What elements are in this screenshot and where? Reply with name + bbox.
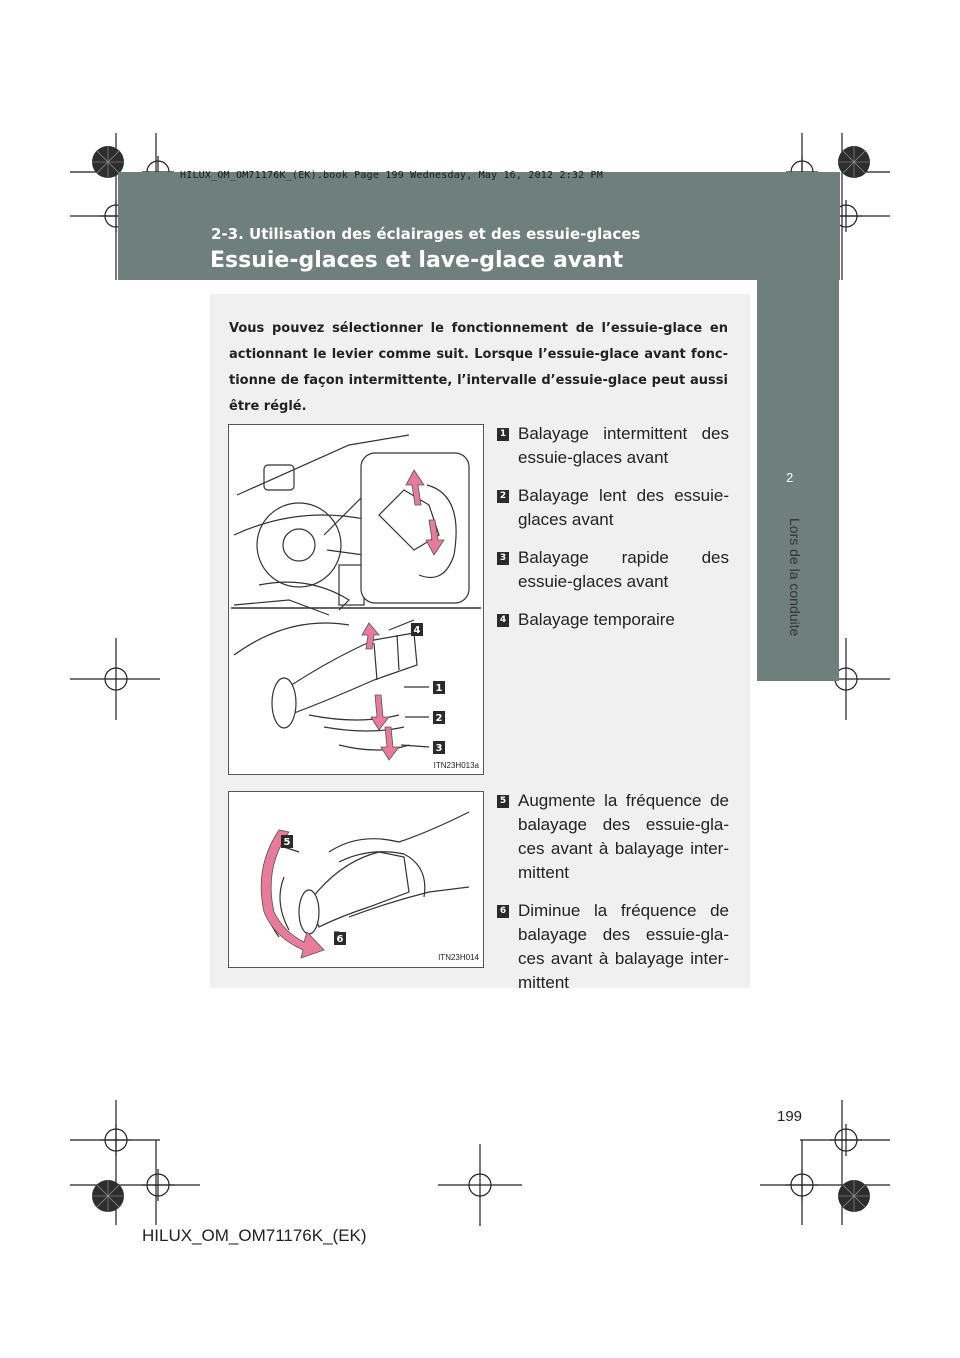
item-number-badge: 5 (497, 795, 509, 808)
item-text: Diminue la fréquence de balayage des essuie-gla-ces avant à balayage inter-mittent (518, 901, 729, 992)
callout-5: 5 (283, 837, 291, 848)
item-number-badge: 4 (497, 614, 509, 627)
callout-4: 4 (413, 625, 421, 636)
list-item (497, 422, 729, 470)
chapter-number: 2 (786, 470, 794, 485)
callout-1: 1 (435, 683, 443, 694)
item-number-badge: 2 (497, 490, 509, 503)
wiper-modes-list (497, 422, 729, 646)
wiper-interval-figure (228, 791, 484, 968)
chapter-title: Lors de la conduite (787, 518, 803, 637)
list-item (497, 484, 729, 532)
callout-3: 3 (435, 743, 443, 754)
figure-code: ITN23H013a (433, 761, 479, 770)
item-text: Balayage temporaire (518, 610, 675, 629)
wiper-lever-illustration (229, 425, 483, 774)
wiper-interval-illustration (229, 792, 483, 967)
footer-code: HILUX_OM_OM71176K_(EK) (142, 1226, 367, 1245)
section-label: 2-3. Utilisation des éclairages et des essuie-glaces (211, 225, 641, 243)
intro-paragraph: Vous pouvez sélectionner le fonctionnement de l’essuie-glace en actionnant le levier comme suit. Lorsque l’essuie-glace avant fonc-tionne de façon intermittente, l’intervalle d’essuie-glace peut aussi être réglé. (229, 321, 728, 414)
item-text: Balayage intermittent des essuie-glaces avant (518, 424, 729, 467)
wiper-lever-figure (228, 424, 484, 775)
item-text: Balayage rapide des essuie-glaces avant (518, 548, 729, 591)
list-item (497, 899, 729, 995)
list-item (497, 608, 729, 632)
item-number-badge: 1 (497, 428, 509, 441)
item-number-badge: 6 (497, 905, 509, 918)
callout-6: 6 (336, 934, 344, 945)
callout-2: 2 (435, 713, 443, 724)
print-file-info: HILUX_OM_OM71176K_(EK).book Page 199 Wednesday, May 16, 2012 2:32 PM (180, 170, 603, 181)
wiper-interval-list (497, 789, 729, 1009)
list-item (497, 546, 729, 594)
callout-badges (411, 623, 445, 754)
item-text: Augmente la fréquence de balayage des essuie-gla-ces avant à balayage inter-mittent (518, 791, 729, 882)
figure-code: ITN23H014 (438, 953, 479, 962)
item-number-badge: 3 (497, 552, 509, 565)
item-text: Balayage lent des essuie-glaces avant (518, 486, 729, 529)
page-title: Essuie-glaces et lave-glace avant (210, 248, 624, 273)
chapter-title-vertical (787, 518, 805, 678)
page-number: 199 (777, 1108, 803, 1125)
list-item (497, 789, 729, 885)
